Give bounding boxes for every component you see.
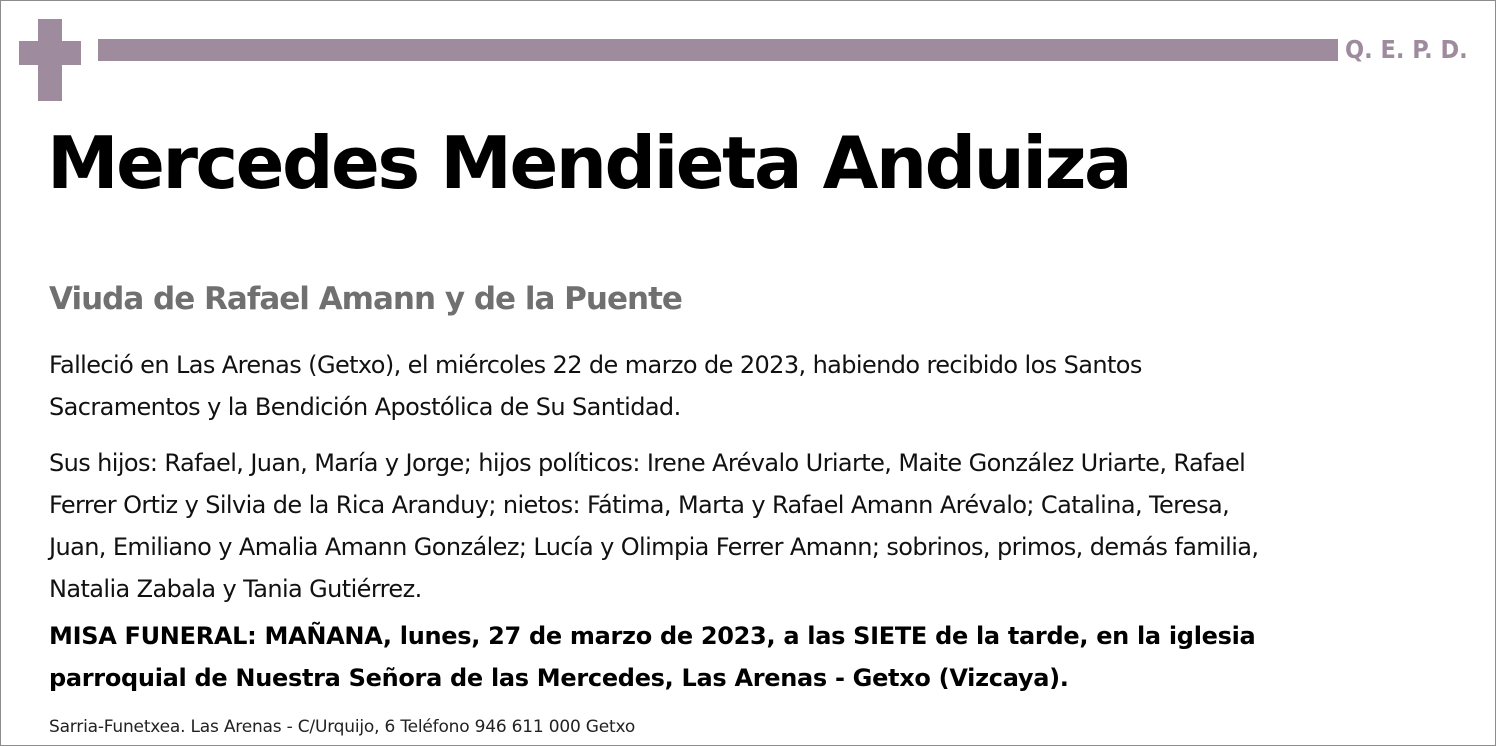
death-announcement-paragraph — [49, 344, 1439, 428]
death-announcement-line: Falleció en Las Arenas (Getxo), el miércoles 22 de marzo de 2023, habiendo recibido los Santos — [49, 351, 1142, 379]
family-list-paragraph — [49, 442, 1459, 610]
family-list-line: Ferrer Ortiz y Silvia de la Rica Aranduy; nietos: Fátima, Marta y Rafael Amann Arévalo; Catalina, Teresa, — [49, 491, 1230, 519]
cross-horizontal-beam — [19, 41, 81, 65]
family-list-line: Juan, Emiliano y Amalia Amann González; Lucía y Olimpia Ferrer Amann; sobrinos, primos, demás familia, — [49, 533, 1259, 561]
death-announcement-line: Sacramentos y la Bendición Apostólica de Su Santidad. — [49, 393, 681, 421]
latin-cross-icon — [19, 19, 81, 101]
funeral-mass-line: parroquial de Nuestra Señora de las Mercedes, Las Arenas - Getxo (Vizcaya). — [49, 664, 1069, 692]
funeral-home-footer: Sarria-Funetxea. Las Arenas - C/Urquijo, 6 Teléfono 946 611 000 Getxo — [49, 717, 636, 737]
funeral-mass-paragraph — [49, 615, 1459, 699]
deceased-name: Mercedes Mendieta Anduiza — [47, 121, 1131, 205]
family-list-line: Sus hijos: Rafael, Juan, María y Jorge; hijos políticos: Irene Arévalo Uriarte, Maite González Uriarte, Rafael — [49, 449, 1246, 477]
family-list-line: Natalia Zabala y Tania Gutiérrez. — [49, 575, 422, 603]
funeral-mass-line: MISA FUNERAL: MAÑANA, lunes, 27 de marzo de 2023, a las SIETE de la tarde, en la iglesia — [49, 622, 1256, 650]
qepd-label: Q. E. P. D. — [1345, 35, 1468, 64]
header-divider-bar — [98, 39, 1338, 61]
widow-of-line: Viuda de Rafael Amann y de la Puente — [49, 281, 682, 317]
